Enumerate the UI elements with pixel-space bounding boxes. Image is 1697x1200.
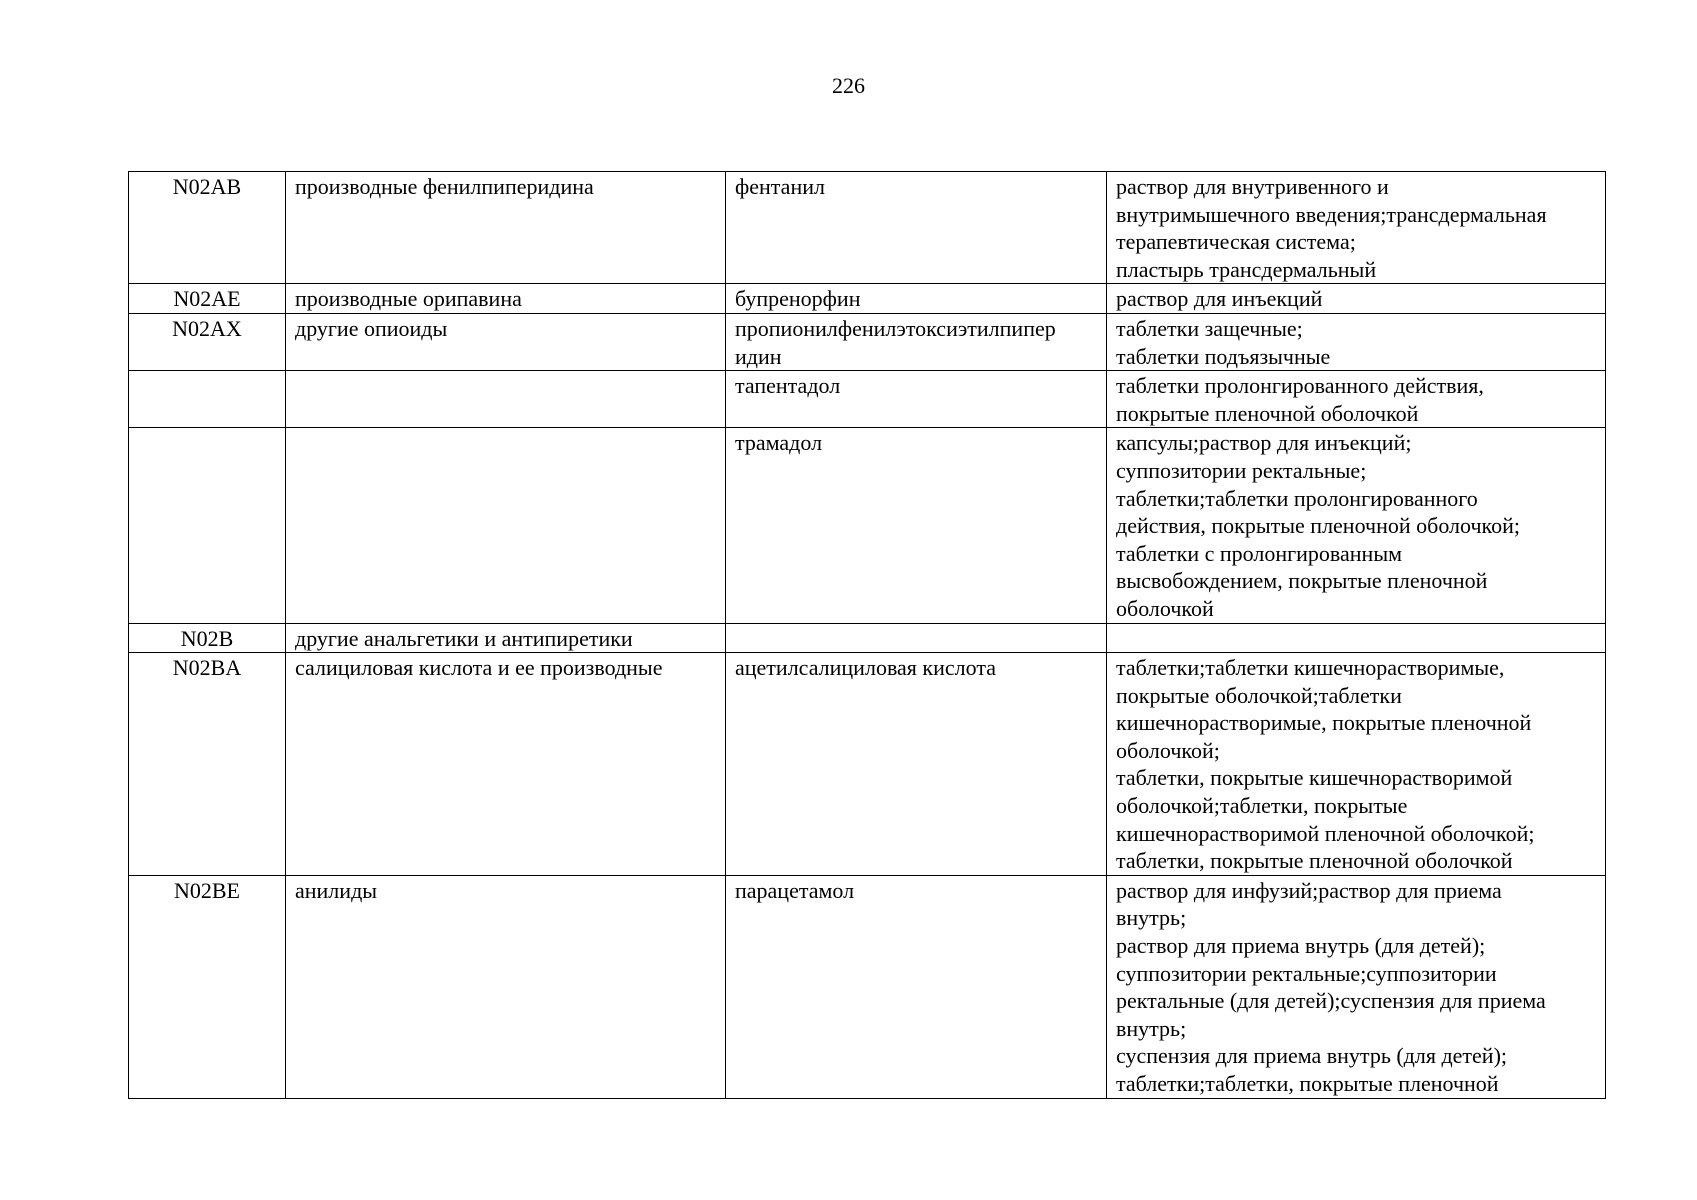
atc-code-cell — [129, 371, 286, 428]
table-row — [129, 313, 1606, 370]
dosage-form-line: ректальные (для детей);суспензия для приема — [1116, 988, 1546, 1014]
pharmacological-group-cell — [286, 371, 726, 428]
atc-code-cell: N02BE — [129, 875, 286, 1098]
drug-name-cell — [726, 284, 1107, 314]
pharmacological-group-cell: анилиды — [286, 875, 726, 1098]
dosage-form-line: таблетки с пролонгированным — [1116, 540, 1403, 566]
drug-name-line: идин — [735, 343, 782, 369]
drug-name-cell — [726, 623, 1107, 653]
dosage-form-line: раствор для приема внутрь (для детей); — [1116, 933, 1486, 959]
dosage-forms-cell — [1107, 371, 1606, 428]
dosage-form-line: пластырь трансдермальный — [1116, 256, 1377, 282]
atc-code-cell: N02AB — [129, 172, 286, 284]
page-number: 226 — [832, 73, 865, 98]
dosage-form-line: таблетки, покрытые кишечнорастворимой — [1116, 765, 1513, 791]
dosage-form-line: раствор для инъекций — [1116, 286, 1323, 312]
dosage-forms-cell — [1107, 428, 1606, 623]
dosage-form-line: внутримышечного введения;трансдермальная — [1116, 201, 1547, 227]
dosage-form-line: покрытые пленочной оболочкой — [1116, 400, 1419, 426]
dosage-form-line: таблетки;таблетки, покрытые пленочной — [1116, 1071, 1499, 1096]
dosage-form-line: высвобождением, покрытые пленочной — [1116, 568, 1488, 594]
atc-code-cell — [129, 428, 286, 623]
dosage-form-line: оболочкой; — [1116, 737, 1220, 763]
dosage-form-line: таблетки, покрытые пленочной оболочкой — [1116, 848, 1513, 874]
dosage-form-line: таблетки;таблетки пролонгированного — [1116, 485, 1478, 511]
drug-name-line: бупренорфин — [735, 286, 861, 312]
table-row — [129, 371, 1606, 428]
atc-code-cell: N02AE — [129, 284, 286, 314]
dosage-form-line: таблетки;таблетки кишечнорастворимые, — [1116, 655, 1505, 681]
atc-code-cell: N02B — [129, 623, 286, 653]
dosage-form-line: оболочкой;таблетки, покрытые — [1116, 793, 1408, 819]
table-row — [129, 623, 1606, 653]
drug-name-cell — [726, 313, 1107, 370]
drug-classification-table — [128, 171, 1606, 1099]
dosage-form-line: покрытые оболочкой;таблетки — [1116, 682, 1402, 708]
pharmacological-group-cell — [286, 428, 726, 623]
drug-name-cell — [726, 875, 1107, 1098]
table-row — [129, 172, 1606, 284]
atc-code-cell: N02AX — [129, 313, 286, 370]
dosage-form-line: таблетки пролонгированного действия, — [1116, 373, 1484, 399]
drug-name-cell — [726, 653, 1107, 876]
drug-name-cell — [726, 172, 1107, 284]
dosage-form-line: таблетки подъязычные — [1116, 343, 1331, 369]
drug-name-line: тапентадол — [735, 373, 841, 399]
dosage-forms-cell — [1107, 172, 1606, 284]
dosage-form-line: оболочкой — [1116, 595, 1214, 621]
pharmacological-group-cell: производные фенилпиперидина — [286, 172, 726, 284]
dosage-form-line: раствор для инфузий;раствор для приема — [1116, 877, 1502, 903]
table-row — [129, 653, 1606, 876]
pharmacological-group-cell: другие анальгетики и антипиретики — [286, 623, 726, 653]
table-body — [129, 172, 1606, 1099]
table-row — [129, 875, 1606, 1098]
drug-name-line: трамадол — [735, 430, 823, 456]
pharmacological-group-cell: другие опиоиды — [286, 313, 726, 370]
dosage-form-line: кишечнорастворимые, покрытые пленочной — [1116, 710, 1532, 736]
table-row — [129, 428, 1606, 623]
drug-name-line: пропионилфенилэтоксиэтилпипер — [735, 315, 1056, 341]
dosage-form-line: внутрь; — [1116, 905, 1187, 931]
dosage-form-line: терапевтическая система; — [1116, 229, 1356, 255]
dosage-forms-cell — [1107, 313, 1606, 370]
dosage-form-line: суспензия для приема внутрь (для детей); — [1116, 1043, 1508, 1069]
dosage-forms-cell — [1107, 623, 1606, 653]
dosage-form-line: капсулы;раствор для инъекций; — [1116, 430, 1412, 456]
pharmacological-group-cell: салициловая кислота и ее производные — [286, 653, 726, 876]
dosage-form-line: кишечнорастворимой пленочной оболочкой; — [1116, 820, 1535, 846]
dosage-form-line: суппозитории ректальные;суппозитории — [1116, 960, 1497, 986]
drug-name-cell — [726, 428, 1107, 623]
dosage-forms-cell — [1107, 875, 1606, 1098]
dosage-form-line: раствор для внутривенного и — [1116, 174, 1389, 199]
drug-name-cell — [726, 371, 1107, 428]
drug-name-line: фентанил — [735, 174, 825, 199]
drug-name-line: парацетамол — [735, 877, 855, 903]
dosage-form-line: действия, покрытые пленочной оболочкой; — [1116, 513, 1520, 539]
dosage-forms-cell — [1107, 653, 1606, 876]
dosage-form-line: суппозитории ректальные; — [1116, 457, 1367, 483]
dosage-form-line: таблетки защечные; — [1116, 315, 1303, 341]
dosage-forms-cell — [1107, 284, 1606, 314]
dosage-form-line: внутрь; — [1116, 1015, 1187, 1041]
pharmacological-group-cell: производные орипавина — [286, 284, 726, 314]
atc-code-cell: N02BA — [129, 653, 286, 876]
drug-name-line: ацетилсалициловая кислота — [735, 655, 996, 681]
table-row — [129, 284, 1606, 314]
